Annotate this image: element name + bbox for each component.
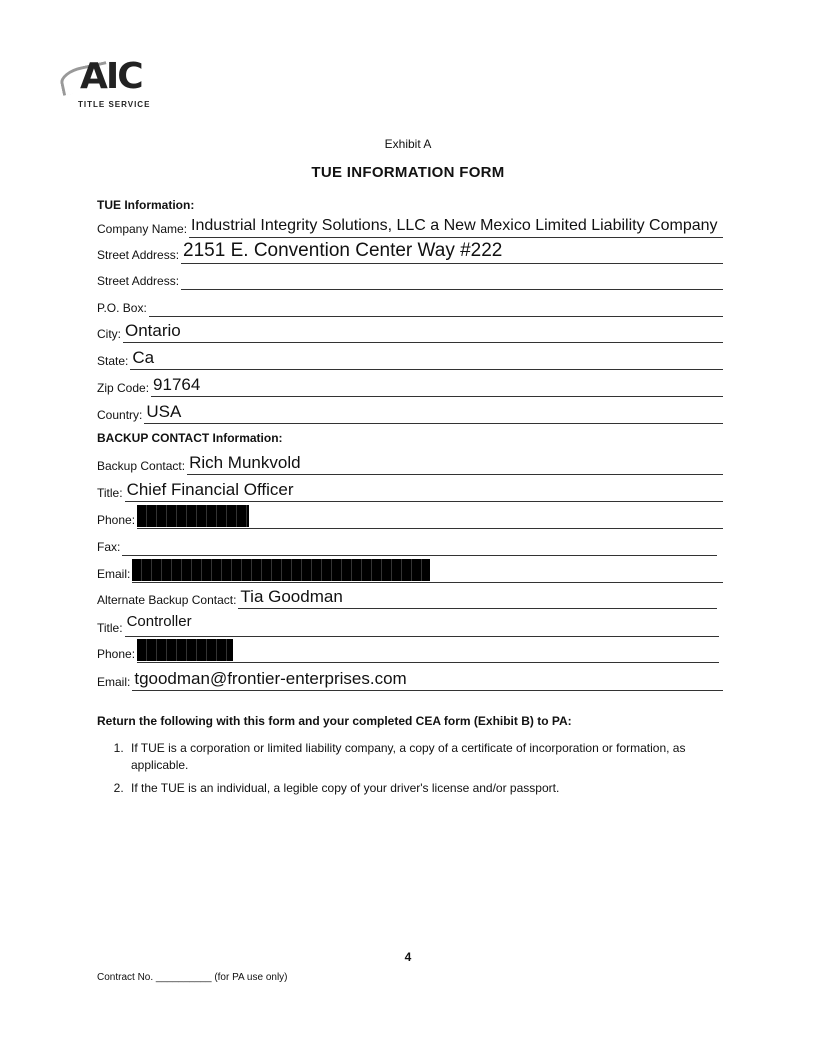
field-alternate-title[interactable]: [97, 613, 719, 637]
field-label: Title:: [97, 621, 123, 635]
field-label: Zip Code:: [97, 381, 150, 395]
page-number: 4: [404, 950, 412, 964]
field-value: Controller: [126, 613, 192, 630]
field-alternate-backup-contact[interactable]: [97, 585, 717, 609]
field-zip-code[interactable]: [97, 373, 723, 397]
contract-blank: __________: [155, 972, 212, 983]
field-backup-contact[interactable]: [97, 451, 723, 475]
field-value: Chief Financial Officer: [126, 480, 294, 499]
instruction-item: 1. If TUE is a corporation or limited liability company, a copy of a certificate of incorporation or formation, as applicable.: [127, 740, 737, 774]
field-value: Ontario: [125, 321, 181, 340]
field-label: Phone:: [97, 647, 136, 661]
field-alternate-phone[interactable]: [97, 639, 719, 663]
field-value: Tia Goodman: [240, 587, 343, 606]
page-title: TUE INFORMATION FORM: [311, 164, 505, 181]
field-value: tgoodman@frontier-enterprises.com: [134, 669, 407, 688]
logo-mark: AIC: [80, 56, 142, 97]
instructions-list: [105, 740, 737, 803]
field-country[interactable]: [97, 400, 723, 424]
contract-note: (for PA use only): [214, 972, 288, 983]
field-label: Street Address:: [97, 274, 180, 288]
contract-footer: [97, 972, 288, 983]
field-backup-phone[interactable]: [97, 505, 723, 529]
redaction-block: [137, 639, 233, 661]
backup-section-heading: BACKUP CONTACT Information:: [97, 431, 283, 445]
field-street-address[interactable]: [97, 240, 723, 264]
field-state[interactable]: [97, 346, 723, 370]
field-backup-title[interactable]: [97, 478, 723, 502]
field-label: Fax:: [97, 540, 121, 554]
field-value: Ca: [132, 348, 155, 367]
field-label: Email:: [97, 567, 131, 581]
logo-subtext: TITLE SERVICE: [78, 100, 151, 109]
field-value: 2151 E. Convention Center Way #222: [183, 240, 503, 261]
field-label: Street Address:: [97, 248, 180, 262]
field-label: Backup Contact:: [97, 459, 186, 473]
field-label: P.O. Box:: [97, 301, 147, 315]
exhibit-label: Exhibit A: [384, 137, 432, 151]
field-label: City:: [97, 327, 121, 341]
field-label: State:: [97, 354, 129, 368]
aic-logo: [60, 56, 170, 114]
instruction-item: 2. If the TUE is an individual, a legible copy of your driver's license and/or passport.: [127, 780, 737, 797]
field-value: [122, 554, 124, 555]
field-po-box[interactable]: [97, 293, 723, 317]
field-label: Alternate Backup Contact:: [97, 593, 237, 607]
instructions-heading: Return the following with this form and your completed CEA form (Exhibit B) to PA:: [97, 714, 572, 728]
field-value: 91764: [153, 375, 201, 394]
redaction-block: [137, 505, 249, 527]
field-street-address-2[interactable]: [97, 266, 723, 290]
field-company-name[interactable]: [97, 214, 723, 238]
redaction-block: [132, 559, 430, 581]
field-value: Rich Munkvold: [189, 453, 301, 472]
field-backup-email[interactable]: [97, 559, 723, 583]
field-alternate-email[interactable]: [97, 667, 723, 691]
field-label: Email:: [97, 675, 131, 689]
contract-label: Contract No.: [97, 972, 154, 983]
field-label: Country:: [97, 408, 143, 422]
field-value: Industrial Integrity Solutions, LLC a New Mexico Limited Liability Company: [191, 217, 718, 234]
field-value: [181, 288, 183, 289]
field-backup-fax[interactable]: [97, 532, 717, 556]
field-label: Title:: [97, 486, 123, 500]
field-value: [149, 315, 151, 316]
tue-section-heading: TUE Information:: [97, 198, 195, 212]
field-label: Company Name:: [97, 222, 188, 236]
field-value: USA: [146, 402, 182, 421]
field-city[interactable]: [97, 319, 723, 343]
field-label: Phone:: [97, 513, 136, 527]
